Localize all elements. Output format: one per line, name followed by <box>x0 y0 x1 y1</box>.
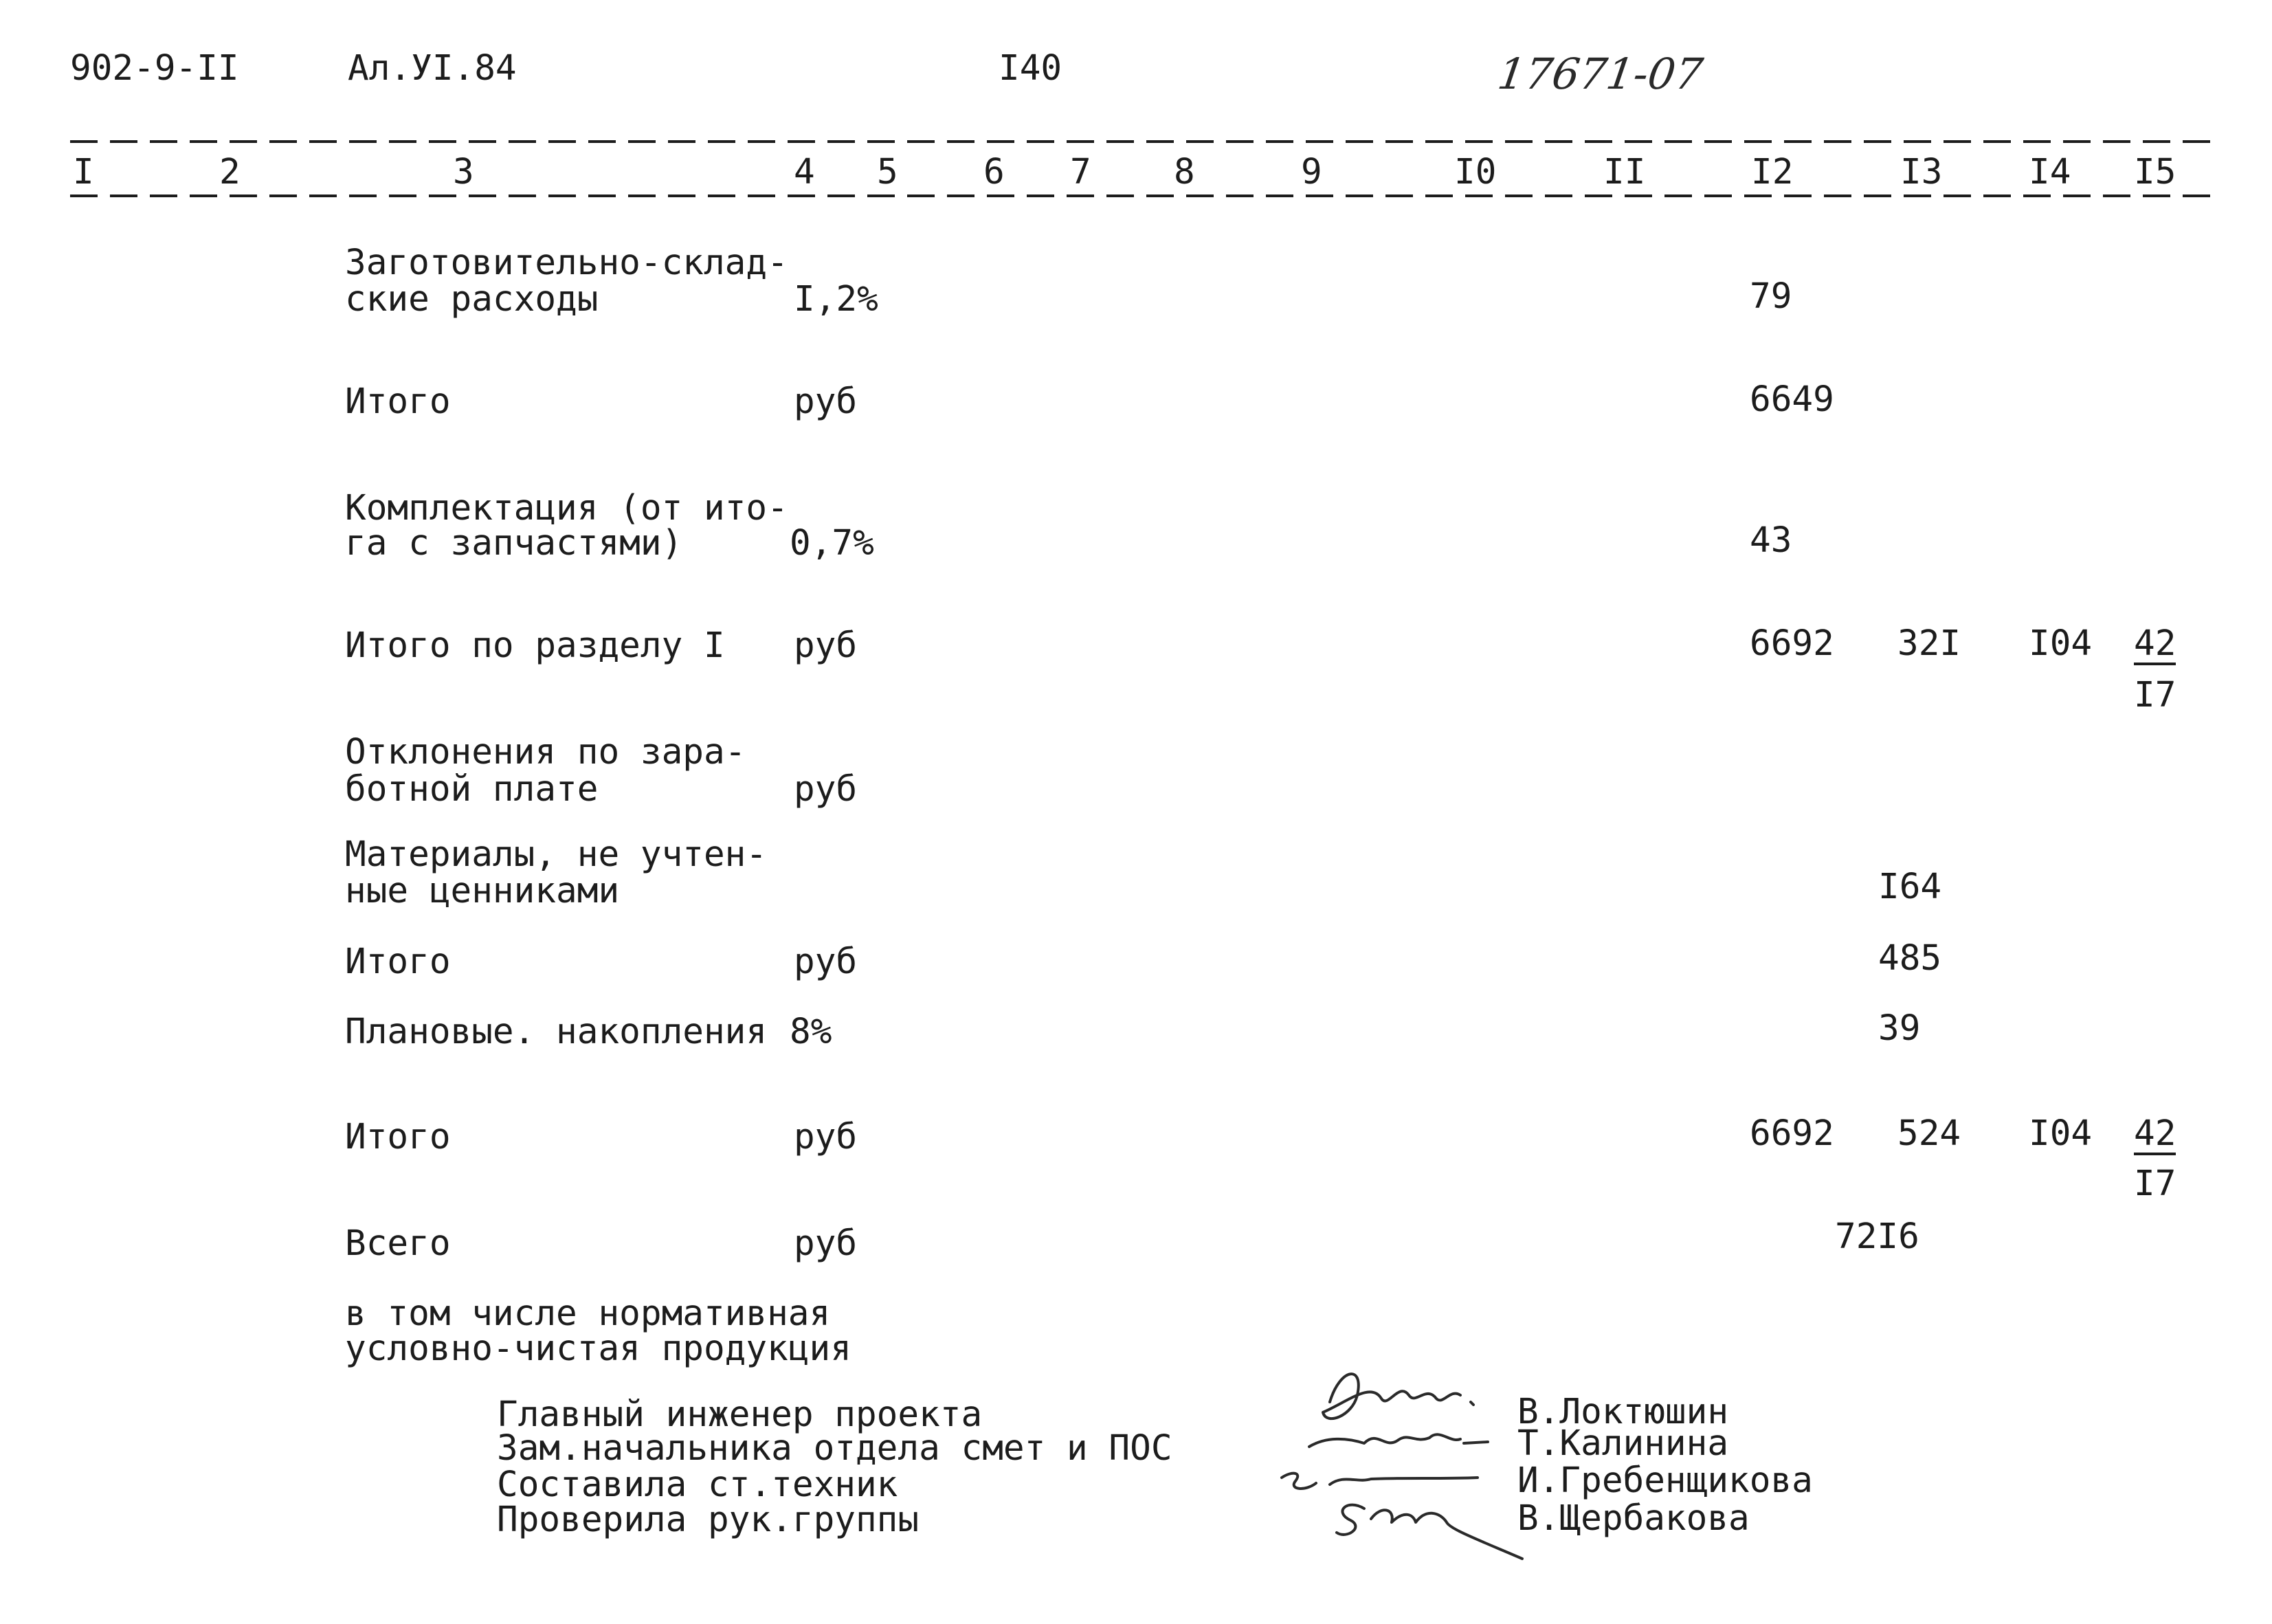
row-unit: I,2% <box>794 279 878 320</box>
row-value-col13: 524 <box>1897 1113 1961 1154</box>
column-number: I2 <box>1751 152 1794 192</box>
row-value-col14: I04 <box>2029 623 2093 664</box>
row-value-col14: I04 <box>2029 1113 2093 1154</box>
signatory-name: В.Локтюшин <box>1517 1392 1729 1432</box>
signatory-role: Главный инженер проекта <box>497 1394 983 1435</box>
row-description: Итого <box>345 381 451 422</box>
row-description: Итого <box>345 1117 451 1157</box>
column-number: II <box>1603 152 1646 192</box>
row-unit: руб <box>794 1223 858 1264</box>
row-description: ботной плате <box>345 769 599 810</box>
row-description: га с запчастями) <box>345 523 683 564</box>
row-unit: руб <box>794 1117 858 1157</box>
row-description: Материалы, не учтен- <box>345 834 768 875</box>
row-description: ские расходы <box>345 279 599 320</box>
column-number: 2 <box>219 152 241 192</box>
document-code: 902-9-II <box>70 48 239 89</box>
signatory-name: В.Щербакова <box>1517 1498 1750 1539</box>
column-number: I3 <box>1900 152 1943 192</box>
row-description: Итого по разделу I <box>345 625 725 666</box>
signature-1 <box>1323 1374 1473 1419</box>
signatory-role: Составила ст.техник <box>497 1465 898 1505</box>
signature-3 <box>1282 1473 1478 1489</box>
column-number: I0 <box>1454 152 1497 192</box>
row-unit: руб <box>794 625 858 666</box>
row-description: в том числе нормативная <box>345 1293 831 1334</box>
row-description: ные ценниками <box>345 871 620 911</box>
row-value-col15-denominator: I7 <box>2134 1164 2176 1204</box>
row-value-col13: 39 <box>1878 1008 1921 1049</box>
row-value-col12: 6692 <box>1750 623 1834 664</box>
row-unit: 8% <box>790 1012 832 1052</box>
row-value-col12: 6692 <box>1750 1113 1834 1154</box>
column-number: I <box>73 152 94 192</box>
row-value-col15-numerator: 42 <box>2134 1113 2176 1154</box>
album-number: Ал.УI.84 <box>348 48 517 89</box>
row-unit: руб <box>794 381 858 422</box>
signature-2 <box>1309 1434 1488 1447</box>
signatory-role: Зам.начальника отдела смет и ПОС <box>497 1428 1172 1469</box>
column-number: 9 <box>1301 152 1322 192</box>
column-number: 7 <box>1070 152 1091 192</box>
page-number: I40 <box>999 48 1062 89</box>
row-value-col13: 32I <box>1897 623 1961 664</box>
row-description: Отклонения по зара- <box>345 732 746 772</box>
row-description: условно-чистая продукция <box>345 1328 851 1369</box>
handwritten-inventory-number: 17671-07 <box>1494 49 1706 99</box>
signature-4 <box>1337 1505 1522 1559</box>
signatory-name: Т.Калинина <box>1517 1423 1729 1464</box>
row-value-col12: 6649 <box>1750 379 1834 420</box>
column-number: I4 <box>2029 152 2071 192</box>
row-value-col13: I64 <box>1878 867 1942 907</box>
signatory-name: И.Гребенщикова <box>1517 1460 1813 1501</box>
row-description: Всего <box>345 1223 451 1264</box>
row-value-col12: 43 <box>1750 520 1792 561</box>
row-description: Плановые. накопления <box>345 1012 768 1052</box>
row-value-col15-numerator: 42 <box>2134 623 2176 664</box>
column-number: 5 <box>877 152 898 192</box>
column-number: I5 <box>2134 152 2176 192</box>
grand-total-value: 72I6 <box>1835 1216 1919 1257</box>
column-number: 3 <box>453 152 474 192</box>
row-description: Заготовительно-склад- <box>345 243 788 283</box>
row-description: Итого <box>345 942 451 982</box>
row-value-col13: 485 <box>1878 938 1942 979</box>
column-number: 4 <box>794 152 815 192</box>
column-number: 8 <box>1174 152 1195 192</box>
row-unit: руб <box>794 942 858 982</box>
row-unit: 0,7% <box>790 523 874 564</box>
column-number: 6 <box>983 152 1005 192</box>
signatory-role: Проверила рук.группы <box>497 1500 920 1540</box>
row-value-col12: 79 <box>1750 276 1792 317</box>
row-unit: руб <box>794 769 858 810</box>
row-value-col15-denominator: I7 <box>2134 675 2176 715</box>
row-description: Комплектация (от ито- <box>345 488 788 529</box>
